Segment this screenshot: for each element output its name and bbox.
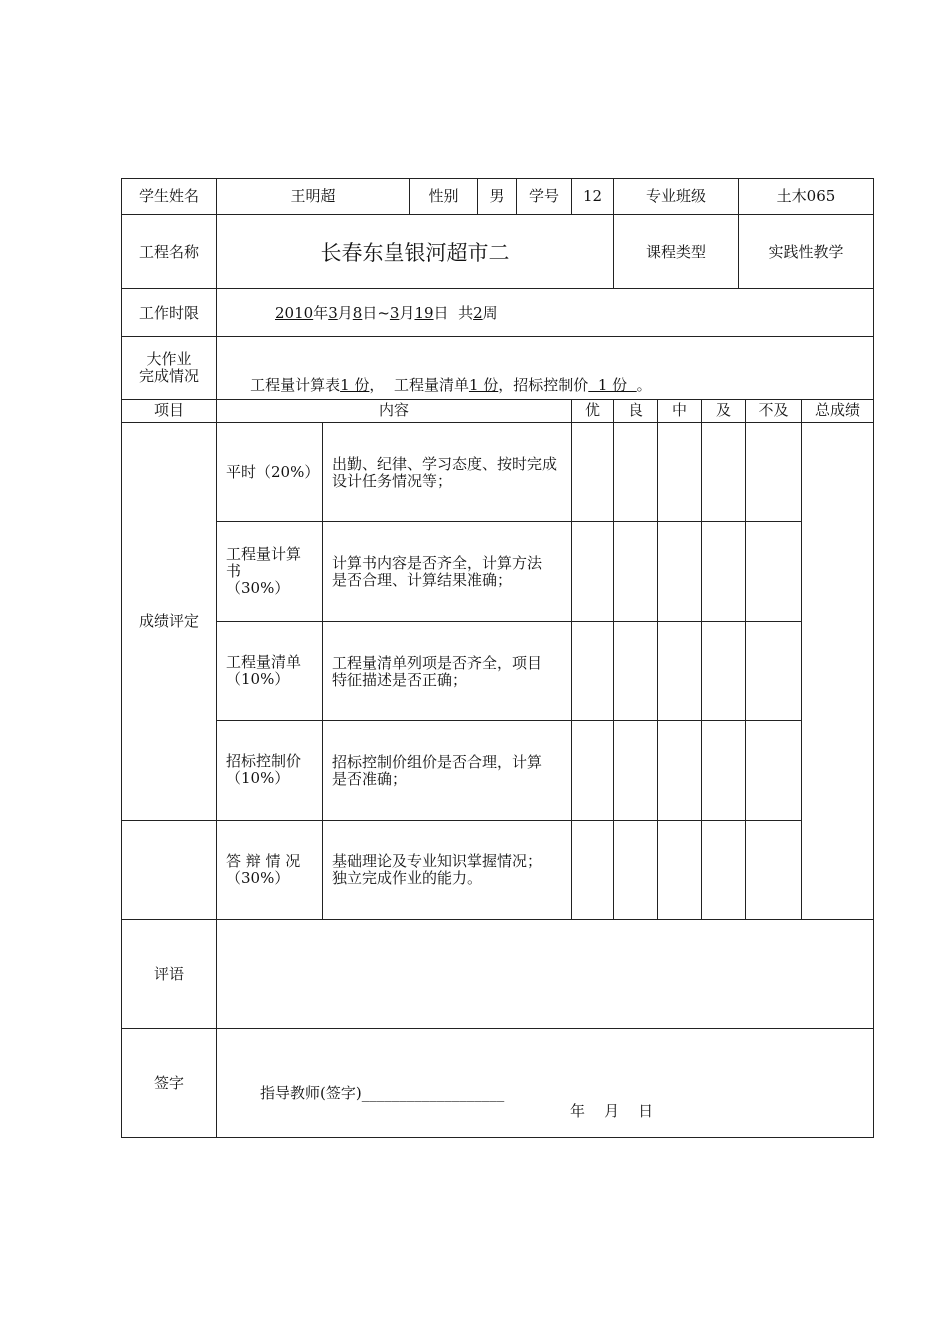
- grading-item-line: 工程量清单: [226, 653, 302, 671]
- col-line: [613, 399, 614, 919]
- grading-item-line: （30%）: [226, 869, 290, 887]
- grading-item-line: 答 辩 情 况: [226, 852, 301, 870]
- col-line: [701, 399, 702, 919]
- grading-content-line: 基础理论及专业知识掌握情况；: [332, 852, 543, 870]
- completion-v2: 1 份: [468, 376, 499, 394]
- name-label: 学生姓名: [138, 187, 199, 205]
- grading-item-line: 书: [226, 562, 242, 580]
- header-item: 项目: [153, 401, 184, 419]
- grading-content-line: 独立完成作业的能力。: [332, 869, 483, 887]
- day-tilde: 日~: [362, 304, 390, 322]
- end-month: 3: [389, 304, 400, 322]
- header-level-fail: 不及: [758, 401, 789, 419]
- row-line: [121, 820, 801, 821]
- header-level-good: 良: [627, 401, 643, 419]
- period-label: 工作时限: [138, 304, 199, 322]
- row-line: [216, 720, 801, 721]
- completion-label-1: 大作业: [146, 350, 192, 368]
- grading-content-line: 出勤、纪律、学习态度、按时完成: [332, 455, 558, 473]
- row-line: [121, 422, 874, 423]
- row-line: [216, 621, 801, 622]
- gender-label: 性别: [428, 187, 459, 205]
- grading-content-line: 计算书内容是否齐全，计算方法: [332, 554, 543, 572]
- grading-item-line: （30%）: [226, 579, 290, 597]
- grading-item-line: （10%）: [226, 670, 290, 688]
- row-line: [216, 521, 801, 522]
- start-month: 3: [328, 304, 338, 322]
- course-type-value: 实践性教学: [768, 243, 844, 261]
- row-line: [121, 919, 874, 920]
- completion-part3: ，招标控制价: [498, 376, 589, 394]
- col-line: [657, 399, 658, 919]
- col-line: [216, 178, 217, 1138]
- class-label: 专业班级: [645, 187, 706, 205]
- project-label: 工程名称: [138, 243, 199, 261]
- col-line: [571, 399, 572, 919]
- week-char: 周: [482, 304, 498, 322]
- completion-v1: 1 份: [340, 376, 370, 394]
- row-line: [121, 288, 874, 289]
- row-line: [121, 336, 874, 337]
- year-char: 年: [313, 304, 329, 322]
- border-right: [873, 178, 874, 1138]
- weeks: 2: [473, 304, 483, 322]
- header-content: 内容: [378, 401, 409, 419]
- total-prefix: 日 共: [433, 304, 474, 322]
- class-value: 土木065: [776, 187, 836, 205]
- completion-v3: 1 份: [588, 376, 637, 394]
- grading-content-line: 工程量清单列项是否齐全，项目: [332, 654, 543, 672]
- grading-content-line: 特征描述是否正确；: [332, 671, 468, 689]
- col-line: [322, 422, 323, 919]
- grading-item-line: （10%）: [226, 769, 290, 787]
- header-level-pass: 及: [715, 401, 731, 419]
- grading-item-line: 工程量计算: [226, 545, 302, 563]
- grading-item: 平时（20%）: [226, 463, 320, 481]
- row-line: [121, 214, 874, 215]
- month-char-2: 月: [399, 304, 415, 322]
- end-day: 19: [414, 304, 434, 322]
- grading-item-line: 招标控制价: [226, 752, 302, 770]
- completion-label-2: 完成情况: [138, 367, 199, 385]
- header-total: 总成绩: [814, 401, 860, 419]
- project-value: 长春东皇银河超市二: [320, 241, 510, 265]
- id-label: 学号: [528, 187, 559, 205]
- row-line: [121, 1028, 874, 1029]
- col-line: [745, 399, 746, 919]
- border-bottom: [121, 1137, 874, 1138]
- header-level-excellent: 优: [584, 401, 600, 419]
- signature-label: 签字: [153, 1074, 184, 1092]
- completion-part2: ， 工程量清单: [369, 376, 469, 394]
- gender-value: 男: [489, 187, 505, 205]
- grading-content-line: 是否准确；: [332, 770, 408, 788]
- grading-content-line: 是否合理、计算结果准确；: [332, 571, 513, 589]
- grading-content-line: 招标控制价组价是否合理，计算: [332, 753, 543, 771]
- grading-content-line: 设计任务情况等；: [332, 472, 453, 490]
- header-level-medium: 中: [671, 401, 687, 419]
- signature-date: 年 月 日: [570, 1102, 654, 1120]
- grading-section-label: 成绩评定: [138, 612, 199, 630]
- comment-label: 评语: [153, 965, 184, 983]
- border-left: [121, 178, 122, 1138]
- start-day: 8: [352, 304, 363, 322]
- period-value: [275, 305, 498, 322]
- teacher-signature: 指导教师(签字)___________________: [260, 1084, 505, 1102]
- border-top: [121, 178, 874, 179]
- col-line: [801, 399, 802, 919]
- completion-part1: 工程量计算表: [250, 376, 341, 394]
- month-char: 月: [337, 304, 353, 322]
- start-year: 2010: [275, 304, 314, 322]
- completion-end: 。: [636, 376, 652, 394]
- course-type-label: 课程类型: [645, 243, 706, 261]
- id-value: 12: [582, 187, 603, 205]
- name-value: 王明超: [290, 187, 336, 205]
